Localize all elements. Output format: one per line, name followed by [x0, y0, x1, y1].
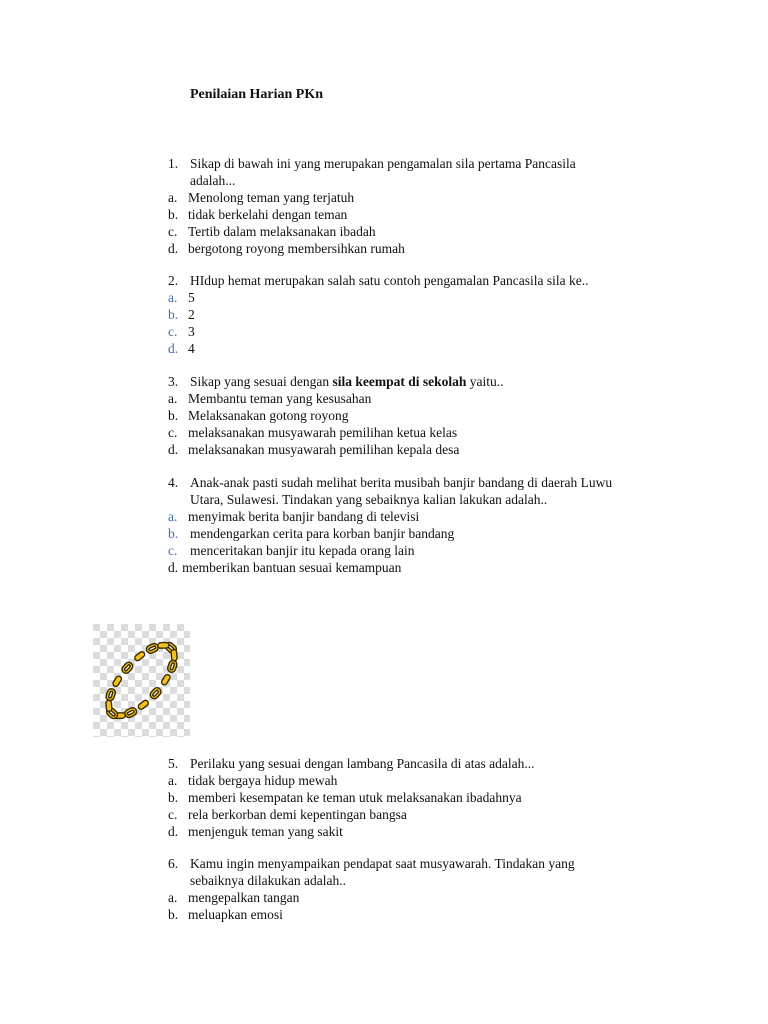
question-text-continued: sebaiknya dilakukan adalah.. — [190, 873, 346, 888]
question-6 — [168, 855, 688, 923]
option-d: d. menjenguk teman yang sakit — [168, 824, 343, 839]
question-number: 2. — [168, 273, 179, 288]
question-number: 6. — [168, 856, 179, 871]
option-a: a. menyimak berita banjir bandang di televisi — [168, 509, 420, 524]
chain-link — [106, 700, 112, 711]
question-5 — [168, 755, 688, 840]
option-b: b. mendengarkan cerita para korban banjir bandang — [168, 526, 455, 541]
question-text: HIdup hemat merupakan salah satu contoh pengamalan Pancasila sila ke.. — [190, 273, 589, 288]
question-number: 3. — [168, 374, 179, 389]
question-text-continued: adalah... — [190, 173, 236, 188]
option-a: a. tidak bergaya hidup mewah — [168, 773, 338, 788]
option-b: b. meluapkan emosi — [168, 907, 283, 922]
option-c: c. menceritakan banjir itu kepada orang lain — [168, 543, 415, 558]
option-d: d. melaksanakan musyawarah pemilihan kepala desa — [168, 442, 460, 457]
question-text: Kamu ingin menyampaikan pendapat saat musyawarah. Tindakan yang — [190, 856, 575, 871]
question-2 — [168, 272, 688, 357]
emphasis-text: sila keempat di sekolah — [332, 374, 467, 389]
question-1 — [168, 155, 688, 257]
option-c: c. Tertib dalam melaksanakan ibadah — [168, 224, 376, 239]
question-number: 4. — [168, 475, 179, 490]
question-text: Sikap yang sesuai dengan sila keempat di sekolah yaitu.. — [190, 374, 504, 389]
question-number: 5. — [168, 756, 179, 771]
chain-icon — [93, 624, 190, 737]
question-3 — [168, 373, 688, 458]
option-a: a. 5 — [168, 290, 195, 305]
option-c: c. 3 — [168, 324, 195, 339]
option-d: d. memberikan bantuan sesuai kemampuan — [168, 560, 402, 575]
option-c: c. melaksanakan musyawarah pemilihan ketua kelas — [168, 425, 458, 440]
question-number: 1. — [168, 156, 179, 171]
option-b: b. memberi kesempatan ke teman utuk melaksanakan ibadahnya — [168, 790, 522, 805]
page-title: Penilaian Harian PKn — [190, 87, 324, 102]
option-c: c. rela berkorban demi kepentingan bangsa — [168, 807, 407, 822]
option-d: d. 4 — [168, 341, 195, 356]
question-text: Perilaku yang sesuai dengan lambang Pancasila di atas adalah... — [190, 756, 535, 771]
option-b: b. Melaksanakan gotong royong — [168, 408, 349, 423]
question-text: Anak-anak pasti sudah melihat berita musibah banjir bandang di daerah Luwu — [190, 475, 613, 490]
question-4 — [168, 474, 688, 576]
option-a: a. mengepalkan tangan — [168, 890, 300, 905]
chain-link — [158, 642, 169, 648]
option-a: a. Membantu teman yang kesusahan — [168, 391, 372, 406]
option-d: d. bergotong royong membersihkan rumah — [168, 241, 405, 256]
option-a: a. Menolong teman yang terjatuh — [168, 190, 355, 205]
question-text-continued: Utara, Sulawesi. Tindakan yang sebaiknya kalian lakukan adalah.. — [190, 492, 548, 507]
question-text: Sikap di bawah ini yang merupakan pengamalan sila pertama Pancasila — [190, 156, 576, 171]
option-b: b. 2 — [168, 307, 195, 322]
chain-link — [171, 650, 177, 661]
option-b: b. tidak berkelahi dengan teman — [168, 207, 348, 222]
